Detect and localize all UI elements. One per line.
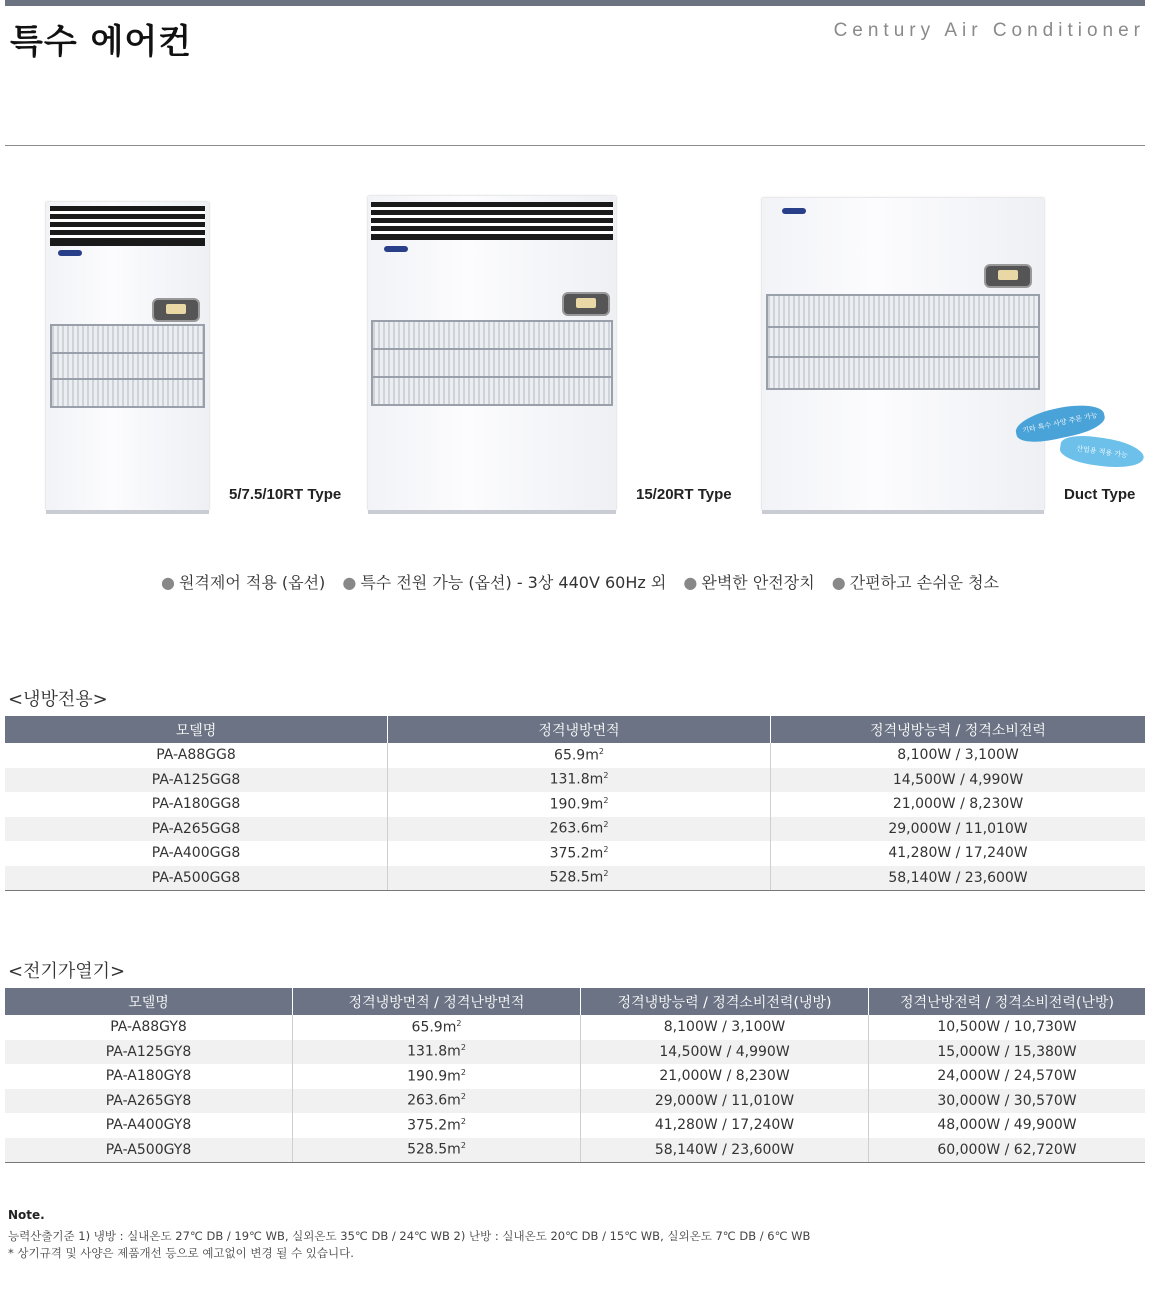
brand-logo-icon: [782, 208, 806, 214]
table-cell: PA-A125GY8: [5, 1040, 293, 1065]
note-line: 능력산출기준 1) 냉방 : 실내온도 27℃ DB / 19℃ WB, 실외온도 35℃ DB / 24℃ WB 2) 난방 : 실내온도 20℃ DB / 15℃ WB, 실외온도 7℃ DB / 6℃ WB: [8, 1229, 811, 1243]
table-cell: $65.9m^2$: [388, 743, 771, 768]
table-cell: $131.8m^2$: [388, 768, 771, 793]
air-outlet-grille: [50, 206, 205, 246]
table-cell: 48,000W / 49,900W: [937, 1117, 1077, 1134]
bullet-icon: ●: [683, 573, 698, 592]
table-cell: PA-A400GG8: [5, 841, 388, 866]
cooling-spec-table: [5, 716, 1145, 891]
display-panel-icon: [562, 292, 610, 316]
table-cell: 14,500W / 4,990W: [581, 1040, 869, 1065]
bullet-icon: ●: [831, 573, 846, 592]
feature-item: ● 특수 전원 가능 (옵션) - 3상 440V 60Hz 외: [342, 573, 667, 592]
table-row: [5, 792, 1145, 817]
product-label-medium: 15/20RT Type: [636, 486, 732, 503]
air-filter: [50, 324, 205, 408]
table-cell: $263.6m^2$: [388, 817, 771, 842]
table-cell: PA-A180GG8: [5, 792, 388, 817]
table-cell: $190.9m^2$: [388, 792, 771, 817]
heating-spec-table: [5, 988, 1145, 1163]
table-row: [5, 1064, 1145, 1089]
table-header-row: [5, 988, 1145, 1015]
column-header: 정격난방전력 / 정격소비전력(난방): [869, 988, 1146, 1015]
column-header: 정격냉방능력 / 정격소비전력(냉방): [581, 988, 869, 1015]
note-heading: Note.: [8, 1208, 45, 1222]
table-cell: PA-A500GG8: [5, 866, 388, 891]
table-cell: PA-A500GY8: [5, 1138, 293, 1163]
table-cell: 29,000W / 11,010W: [771, 817, 1146, 842]
display-panel-icon: [152, 298, 200, 322]
table-row: [5, 841, 1145, 866]
table-cell: 30,000W / 30,570W: [869, 1089, 1146, 1114]
product-label-small: 5/7.5/10RT Type: [229, 486, 342, 503]
column-header: 정격냉방능력 / 정격소비전력: [771, 716, 1146, 743]
table-cell: PA-A88GG8: [5, 743, 388, 768]
table-row: [5, 1138, 1145, 1163]
column-header: 모델명: [5, 716, 388, 743]
table-cell: $528.5m^2$: [293, 1138, 581, 1163]
table-cell: $263.6m^2$: [293, 1089, 581, 1114]
product-image-small: [46, 202, 209, 510]
table-cell: PA-A265GY8: [5, 1089, 293, 1114]
table-cell: 41,280W / 17,240W: [581, 1113, 869, 1138]
table-cell: 29,000W / 11,010W: [581, 1089, 869, 1114]
table-cell: PA-A125GG8: [5, 768, 388, 793]
table-cell: $375.2m^2$: [293, 1113, 581, 1138]
table-cell: 21,000W / 8,230W: [581, 1064, 869, 1089]
table-row: [5, 768, 1145, 793]
feature-list: [0, 570, 1160, 593]
header-divider: [5, 145, 1145, 146]
air-outlet-grille: [371, 202, 613, 240]
table-row: [5, 1015, 1145, 1040]
table-cell: 8,100W / 3,100W: [897, 747, 1019, 764]
brand-logo-icon: [384, 246, 408, 252]
option-badge-arrow: 산업용 적용 가능: [1058, 432, 1145, 471]
table-row: [5, 817, 1145, 842]
table-row: [5, 866, 1145, 891]
brand-tagline: Century Air Conditioner: [833, 20, 1145, 41]
table-cell: PA-A400GY8: [5, 1113, 293, 1138]
table-row: [5, 1089, 1145, 1114]
column-header: 정격냉방면적 / 정격난방면적: [293, 988, 581, 1015]
bullet-icon: ●: [161, 573, 175, 592]
table-cell: 10,500W / 10,730W: [937, 1019, 1077, 1036]
option-badge-arrow: 기타 특수 사양 주문 가능: [1013, 399, 1107, 447]
air-filter: [766, 294, 1040, 390]
feature-item: ● 완벽한 안전장치: [683, 573, 815, 592]
table-cell: 58,140W / 23,600W: [581, 1138, 869, 1163]
brand-logo-icon: [58, 250, 82, 256]
table-cell: PA-A265GG8: [5, 817, 388, 842]
product-image-duct: [762, 198, 1044, 510]
section-title-cooling: <냉방전용>: [8, 689, 108, 710]
table-cell: 21,000W / 8,230W: [892, 796, 1024, 813]
feature-item: ● 간편하고 손쉬운 청소: [831, 573, 999, 592]
table-row: [5, 743, 1145, 768]
table-cell: 60,000W / 62,720W: [869, 1138, 1146, 1163]
table-cell: 14,500W / 4,990W: [771, 768, 1146, 793]
table-cell: $190.9m^2$: [293, 1064, 581, 1089]
air-filter: [371, 320, 613, 406]
column-header: 정격냉방면적: [388, 716, 771, 743]
table-cell: 58,140W / 23,600W: [771, 866, 1146, 891]
table-cell: $375.2m^2$: [388, 841, 771, 866]
feature-item: ● 원격제어 적용 (옵션): [161, 573, 326, 592]
table-row: [5, 1040, 1145, 1065]
product-image-medium: [368, 196, 616, 510]
display-panel-icon: [984, 264, 1032, 288]
table-cell: $65.9m^2$: [293, 1015, 581, 1040]
table-cell: $131.8m^2$: [293, 1040, 581, 1065]
table-cell: 41,280W / 17,240W: [888, 845, 1028, 862]
table-cell: PA-A88GY8: [5, 1015, 293, 1040]
table-cell: 24,000W / 24,570W: [937, 1068, 1077, 1085]
section-title-heating: <전기가열기>: [8, 961, 126, 982]
table-cell: 8,100W / 3,100W: [581, 1015, 869, 1040]
table-cell: $528.5m^2$: [388, 866, 771, 891]
bullet-icon: ●: [342, 573, 357, 592]
top-rule: [5, 0, 1145, 6]
table-row: [5, 1113, 1145, 1138]
table-cell: PA-A180GY8: [5, 1064, 293, 1089]
note-line: * 상기규격 및 사양은 제품개선 등으로 예고없이 변경 될 수 있습니다.: [8, 1246, 354, 1260]
table-cell: 15,000W / 15,380W: [869, 1040, 1146, 1065]
page-title: 특수 에어컨: [10, 22, 193, 62]
table-header-row: [5, 716, 1145, 743]
column-header: 모델명: [5, 988, 293, 1015]
product-label-duct: Duct Type: [1064, 486, 1136, 503]
